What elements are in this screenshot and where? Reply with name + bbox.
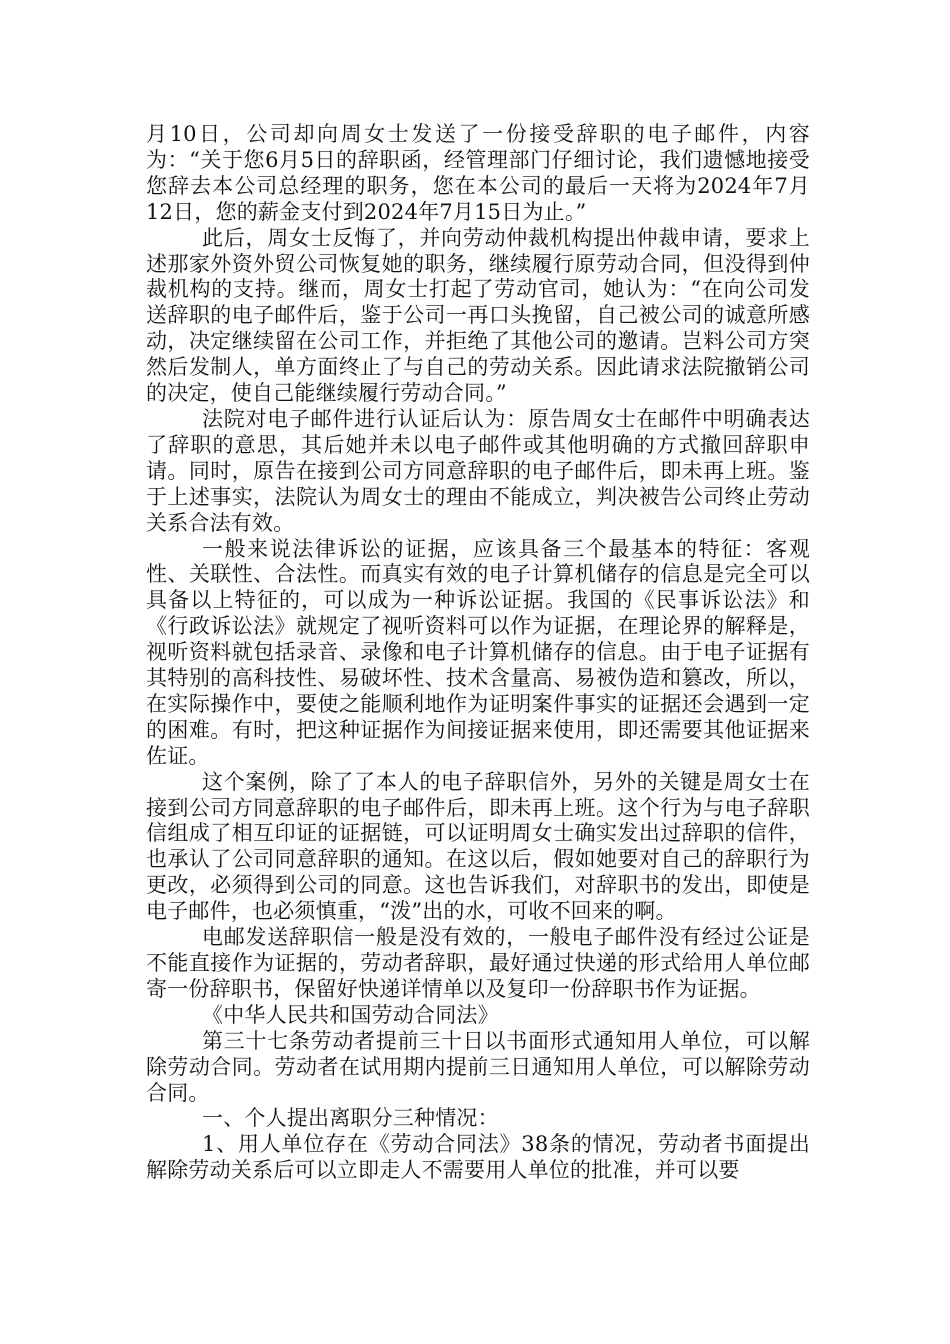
paragraph-email-validity: 电邮发送辞职信一般是没有效的，一般电子邮件没有经过公证是不能直接作为证据的，劳动者辞职，最好通过快递的形式给用人单位邮寄一份辞职书，保留好快递详情单以及复印一份辞职书作为证据。 <box>146 925 810 1001</box>
law-title: 《中华人民共和国劳动合同法》 <box>202 1002 499 1027</box>
paragraph-case-analysis: 这个案例，除了了本人的电子辞职信外，另外的关键是周女士在接到公司方同意辞职的电子邮件后，即未再上班。这个行为与电子辞职信组成了相互印证的证据链，可以证明周女士确实发出过辞职的信件，也承认了公司同意辞职的通知。在这以后，假如她要对自己的辞职行为更改，必须得到公司的同意。这也告诉我们，对辞职书的发出，即使是电子邮件，也必须慎重，“泼”出的水，可收不回来的啊。 <box>146 769 810 924</box>
paragraph-article-37: 第三十七条劳动者提前三十日以书面形式通知用人单位，可以解除劳动合同。劳动者在试用期内提前三日通知用人单位，可以解除劳动合同。 <box>146 1028 810 1105</box>
paragraph-evidence-features: 一般来说法律诉讼的证据，应该具备三个最基本的特征：客观性、关联性、合法性。而真实有效的电子计算机储存的信息是完全可以具备以上特征的，可以成为一种诉讼证据。我国的《民事诉讼法》和《行政诉讼法》就规定了视听资料可以作为证据，在理论界的解释是，视听资料就包括录音、录像和电子计算机储存的信息。由于电子证据有其特别的高科技性、易破坏性、技术含量高、易被伪造和篡改，所以，在实际操作中，要使之能顺利地作为证明案件事实的证据还会遇到一定的困难。有时，把这种证据作为间接证据来使用，即还需要其他证据来佐证。 <box>146 536 810 768</box>
paragraph-court-ruling: 法院对电子邮件进行认证后认为：原告周女士在邮件中明确表达了辞职的意思，其后她并未以电子邮件或其他明确的方式撤回辞职申请。同时，原告在接到公司方同意辞职的电子邮件后，即未再上班。鉴于上述事实，法院认为周女士的理由不能成立，判决被告公司终止劳动关系合法有效。 <box>146 406 810 535</box>
section-heading-resignation: 一、个人提出离职分三种情况： <box>202 1106 499 1131</box>
document-body <box>146 122 810 1184</box>
paragraph-arbitration: 此后，周女士反悔了，并向劳动仲裁机构提出仲裁申请，要求上述那家外资外贸公司恢复她的职务，继续履行原劳动合同，但没得到仲裁机构的支持。继而，周女士打起了劳动官司，她认为：“在向公司发送辞职的电子邮件后，鉴于公司一再口头挽留，自己被公司的诚意所感动，决定继续留在公司工作，并拒绝了其他公司的邀请。岂料公司方突然后发制人，单方面终止了与自己的劳动关系。因此请求法院撤销公司的决定，使自己能继续履行劳动合同。” <box>146 225 810 406</box>
paragraph-continuation: 月10日，公司却向周女士发送了一份接受辞职的电子邮件，内容为：“关于您6月5日的辞职函，经管理部门仔细讨论，我们遗憾地接受您辞去本公司总经理的职务，您在本公司的最后一天将为2024年7月12日，您的薪金支付到2024年7月15日为止。” <box>146 122 810 224</box>
paragraph-item-1: 1、用人单位存在《劳动合同法》38条的情况，劳动者书面提出解除劳动关系后可以立即走人不需要用人单位的批准，并可以要 <box>146 1132 810 1183</box>
